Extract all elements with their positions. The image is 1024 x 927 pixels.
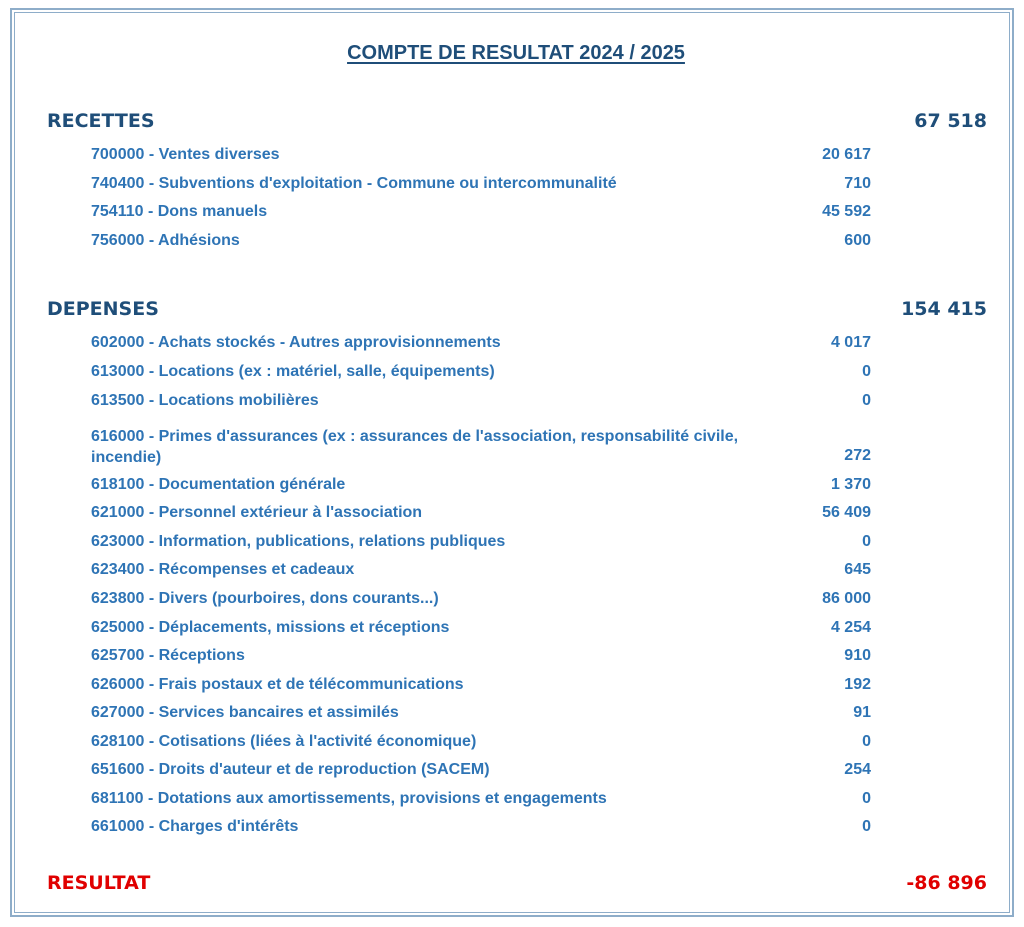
section-label: RESULTAT: [47, 872, 151, 894]
line-item-label: 740400 - Subventions d'exploitation - Commune ou intercommunalité: [91, 175, 617, 192]
line-item-amount: 0: [862, 533, 871, 550]
section-depenses: [47, 298, 987, 326]
line-item-amount: 86 000: [822, 590, 871, 607]
line-item-label: 628100 - Cotisations (liées à l'activité économique): [91, 733, 477, 750]
line-item-amount: 0: [862, 392, 871, 409]
section-label: RECETTES: [47, 110, 155, 132]
section-total: -86 896: [906, 872, 987, 894]
line-item-amount: 910: [844, 647, 871, 664]
line-item-amount: 600: [844, 232, 871, 249]
section-resultat: [47, 872, 987, 900]
line-item-label: 621000 - Personnel extérieur à l'association: [91, 504, 423, 521]
line-item-amount: 645: [844, 561, 871, 578]
line-item-amount: 0: [862, 733, 871, 750]
line-item-amount: 56 409: [822, 504, 871, 521]
line-item-label: 661000 - Charges d'intérêts: [91, 818, 299, 835]
line-item-label: 627000 - Services bancaires et assimilés: [91, 704, 399, 721]
line-item-label: 700000 - Ventes diverses: [91, 146, 280, 163]
line-item-label: 681100 - Dotations aux amortissements, provisions et engagements: [91, 790, 607, 807]
line-item-label: 616000 - Primes d'assurances (ex : assurances de l'association, responsabilité civile, incendie): [91, 428, 739, 466]
line-item-amount: 91: [853, 704, 871, 721]
line-item-label: 754110 - Dons manuels: [91, 203, 268, 220]
line-item-amount: 0: [862, 790, 871, 807]
line-item-label: 613500 - Locations mobilières: [91, 392, 319, 409]
line-item-label: 613000 - Locations (ex : matériel, salle, équipements): [91, 363, 495, 380]
line-item-amount: 4 017: [830, 334, 871, 351]
line-item-label: 625000 - Déplacements, missions et réceptions: [91, 619, 450, 636]
line-item-label: 623400 - Récompenses et cadeaux: [91, 561, 355, 578]
line-item-label: 623800 - Divers (pourboires, dons courants...): [91, 590, 439, 607]
page-title: COMPTE DE RESULTAT 2024 / 2025: [347, 42, 685, 64]
line-item-amount: 0: [862, 818, 871, 835]
line-item-label: 618100 - Documentation générale: [91, 476, 346, 493]
line-item-label: 623000 - Information, publications, relations publiques: [91, 533, 506, 550]
line-item-amount: 1 370: [830, 476, 871, 493]
line-item-amount: 20 617: [822, 146, 871, 163]
line-item-label: 625700 - Réceptions: [91, 647, 245, 664]
line-item-amount: 45 592: [822, 203, 871, 220]
line-item-amount: 192: [844, 676, 871, 693]
section-total: 67 518: [914, 110, 987, 132]
line-item-amount: 272: [844, 447, 871, 464]
line-item-label: 651600 - Droits d'auteur et de reproduction (SACEM): [91, 761, 490, 778]
line-item-amount: 0: [862, 363, 871, 380]
section-label: DEPENSES: [47, 298, 159, 320]
section-recettes: [47, 110, 987, 138]
section-total: 154 415: [901, 298, 987, 320]
line-item-label: 602000 - Achats stockés - Autres approvisionnements: [91, 334, 501, 351]
line-item-amount: 710: [844, 175, 871, 192]
line-item-label: 756000 - Adhésions: [91, 232, 240, 249]
line-item-amount: 254: [844, 761, 871, 778]
line-item-label: 626000 - Frais postaux et de télécommunications: [91, 676, 464, 693]
line-item-amount: 4 254: [830, 619, 871, 636]
